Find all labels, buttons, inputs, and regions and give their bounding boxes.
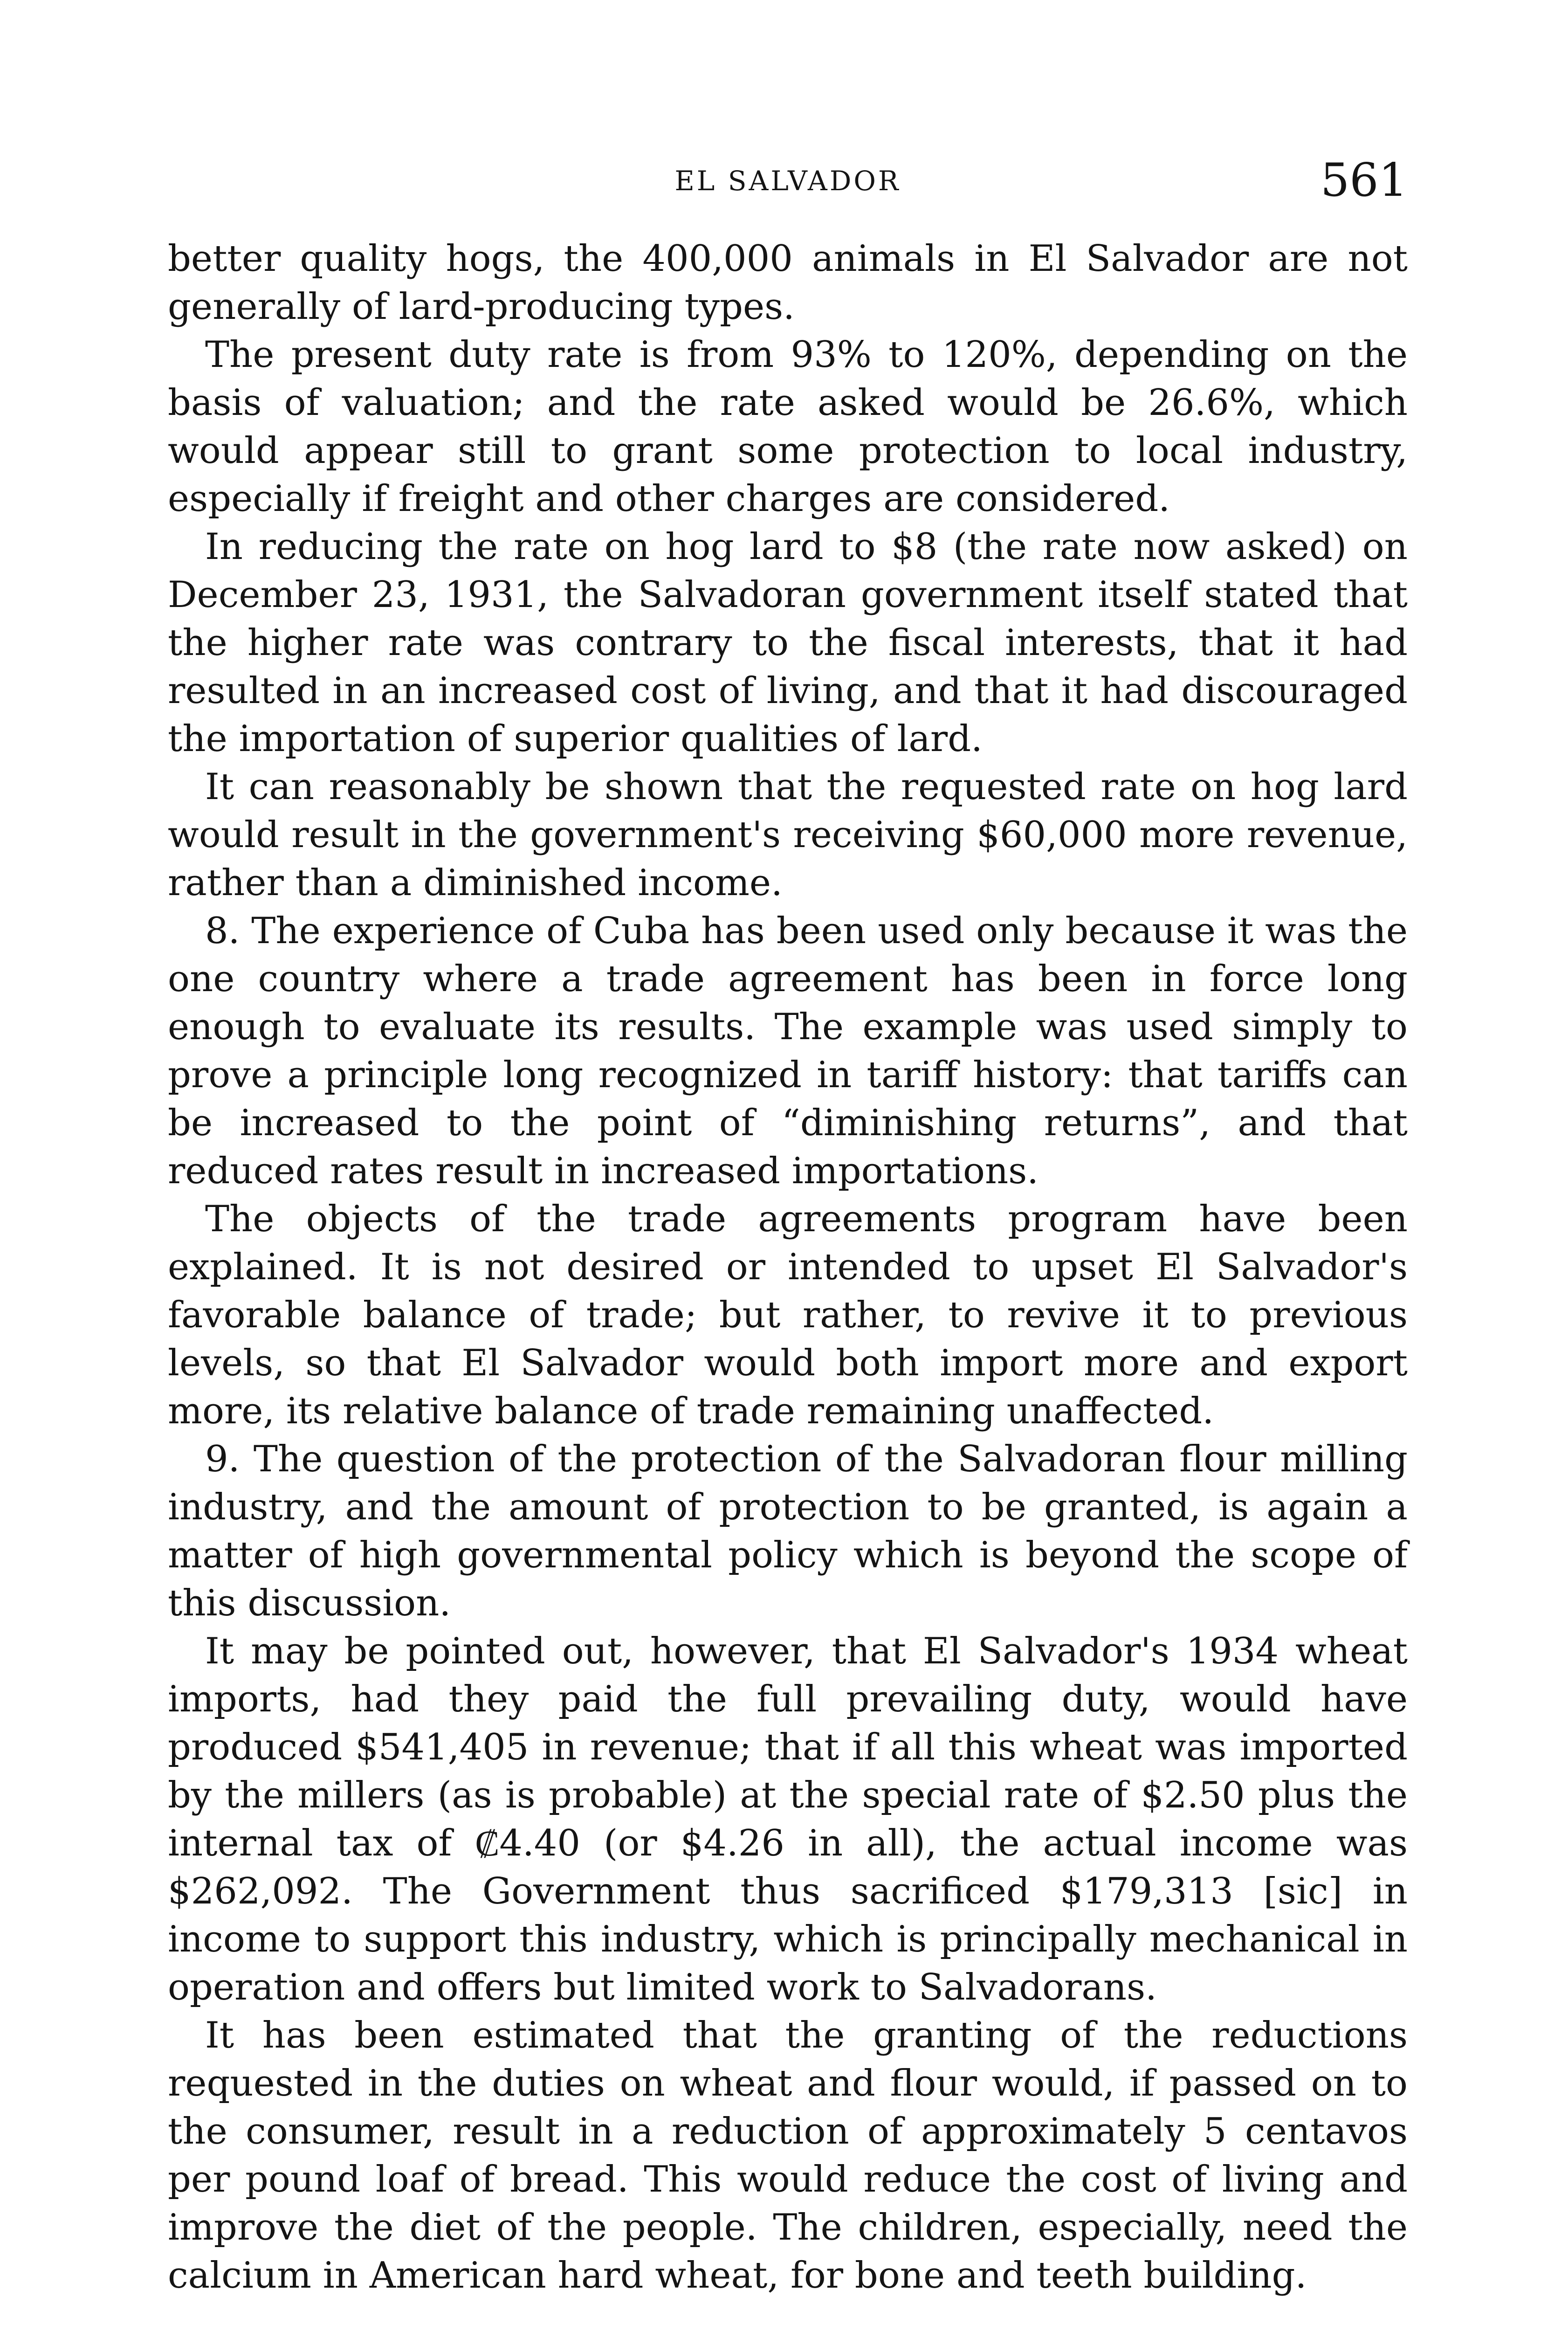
paragraph-revenue: It can reasonably be shown that the requested rate on hog lard would result in the government's receiving $60,000 more revenue, rather than a diminished income. [168, 766, 1408, 904]
page-number: 561 [1320, 154, 1408, 207]
paragraph-point-9: 9. The question of the protection of the Salvadoran flour milling industry, and the amount of protection to be granted, is again a matter of high governmental policy which is beyond the scope of this discussion. [168, 1438, 1408, 1624]
body-text [168, 235, 1408, 2297]
paragraph-hog-lard: In reducing the rate on hog lard to $8 (the rate now asked) on December 23, 1931, the Salvadoran government itself stated that the higher rate was contrary to the fiscal interests, that it had resulted in an increased cost of living, and that it had discouraged the importation of superior qualities of lard. [168, 526, 1408, 760]
paragraph-trade-program: The objects of the trade agreements program have been explained. It is not desired or intended to upset El Salvador's favorable balance of trade; but rather, to revive it to previous levels, so that El Salvador would both import more and export more, its relative balance of trade remaining unaffected. [168, 1198, 1408, 1432]
paragraph-point-8: 8. The experience of Cuba has been used only because it was the one country where a trade agreement has been in force long enough to evaluate its results. The example was used simply to prove a principle long recognized in tariff history: that tariffs can be increased to the point of “diminishing returns”, and that reduced rates result in increased importations. [168, 910, 1408, 1192]
running-title: EL SALVADOR [674, 165, 901, 197]
paragraph-bread-cost: It has been estimated that the granting of the reductions requested in the duties on wheat and flour would, if passed on to the consumer, result in a reduction of approximately 5 centavos per pound loaf of bread. This would reduce the cost of living and improve the diet of the people. The children, especially, need the calcium in American hard wheat, for bone and teeth building. [168, 2014, 1408, 2297]
paragraph-continued: better quality hogs, the 400,000 animals in El Salvador are not generally of lard-producing types. [168, 238, 1408, 328]
running-head [168, 155, 1408, 211]
paragraph-wheat-imports: It may be pointed out, however, that El Salvador's 1934 wheat imports, had they paid the full prevailing duty, would have produced $541,405 in revenue; that if all this wheat was imported by the millers (as is probable) at the special rate of $2.50 plus the internal tax of ₡4.40 (or $4.26 in all), the actual income was $262,092. The Government thus sacrificed $179,313 [sic] in income to support this industry, which is principally mechanical in operation and offers but limited work to Salvadorans. [168, 1630, 1408, 2008]
paragraph-duty-rate: The present duty rate is from 93% to 120%, depending on the basis of valuation; and the rate asked would be 26.6%, which would appear still to grant some protection to local industry, especially if freight and other charges are considered. [168, 334, 1408, 520]
